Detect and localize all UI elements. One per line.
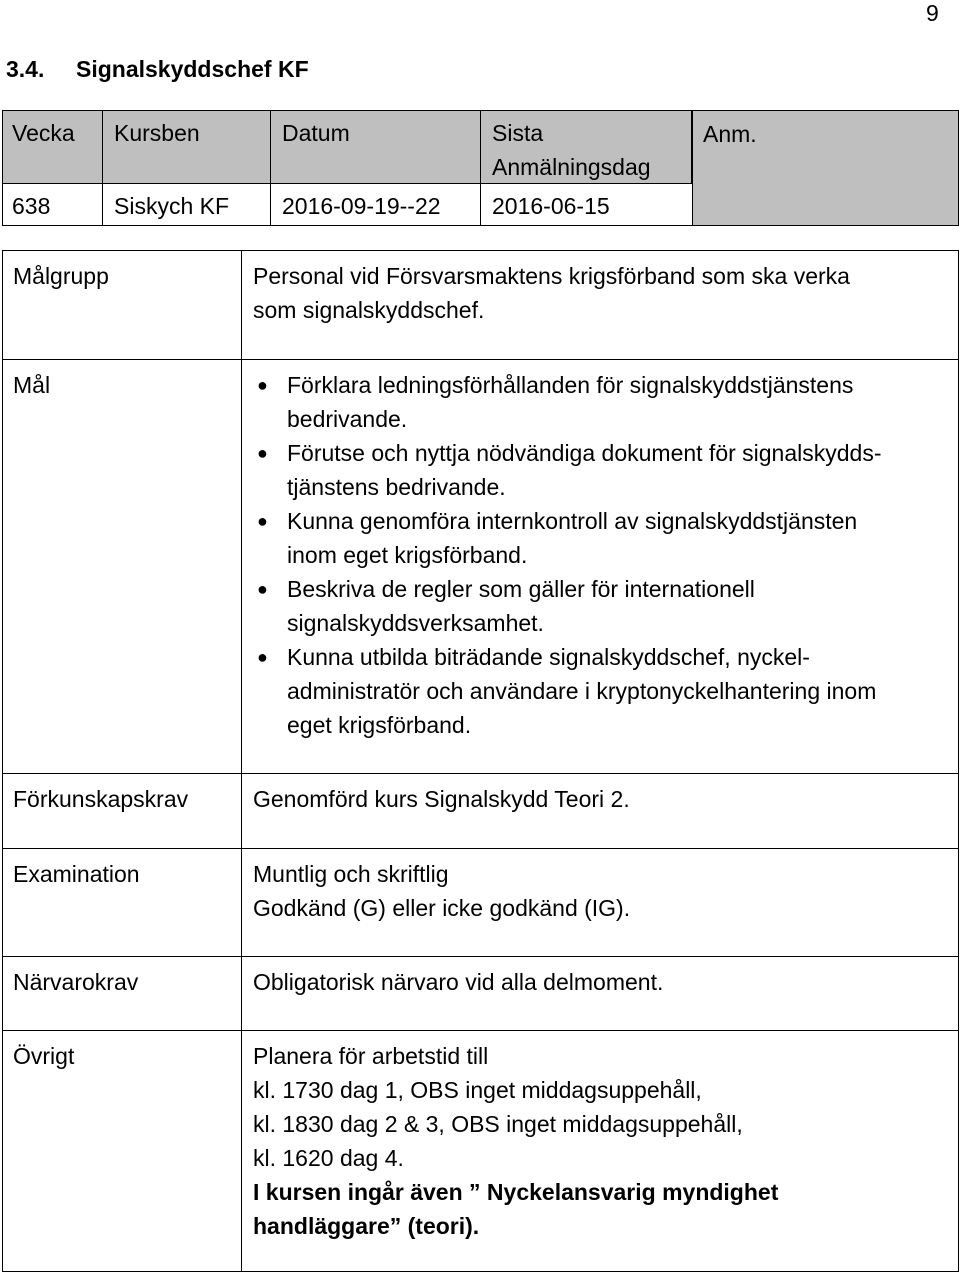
content-forkunskapskrav: Genomförd kurs Signalskydd Teori 2. <box>253 786 630 812</box>
header-vecka: Vecka <box>12 120 75 146</box>
list-item <box>253 504 943 572</box>
ovrigt-bold-line: handläggare” (teori). <box>253 1213 480 1239</box>
cell-kursben: Siskych KF <box>114 193 230 219</box>
list-item <box>253 436 943 504</box>
goal-line: administratör och användare i kryptonyckelhantering inom <box>287 678 877 704</box>
label-narvarokrav: Närvarokrav <box>13 969 139 995</box>
goal-line: tjänstens bedrivande. <box>287 474 506 500</box>
goals-list <box>253 368 943 742</box>
goal-line: Förutse och nyttja nödvändiga dokument för signalskydds- <box>287 440 882 466</box>
label-malgrupp: Målgrupp <box>13 263 109 289</box>
col-divider <box>270 110 271 226</box>
bullet-circle-icon: ● <box>257 511 268 531</box>
section-number: 3.4. <box>6 56 45 82</box>
bullet-circle-icon: ● <box>257 375 268 395</box>
list-item <box>253 572 943 640</box>
content-examination <box>253 857 943 925</box>
header-kursben: Kursben <box>114 120 200 146</box>
content-malgrupp <box>253 259 943 327</box>
section-heading <box>6 52 309 86</box>
content-ovrigt <box>253 1039 943 1243</box>
goal-line: Beskriva de regler som gäller för internationell <box>287 576 755 602</box>
row-forkunskapskrav <box>3 773 958 848</box>
header-anm: Anm. <box>692 110 959 226</box>
label-ovrigt: Övrigt <box>13 1043 75 1069</box>
ovrigt-line: kl. 1620 dag 4. <box>253 1145 404 1171</box>
section-title: Signalskyddschef KF <box>76 56 309 82</box>
label-examination: Examination <box>13 861 140 887</box>
course-details-table <box>2 250 959 1272</box>
ovrigt-bold-line: I kursen ingår även ” Nyckelansvarig myndighet <box>253 1179 779 1205</box>
cell-vecka: 638 <box>12 193 51 219</box>
ovrigt-line: Planera för arbetstid till <box>253 1043 489 1069</box>
goal-line: inom eget krigsförband. <box>287 542 528 568</box>
content-narvarokrav: Obligatorisk närvaro vid alla delmoment. <box>253 969 664 995</box>
header-sista-anmalningsdag <box>482 110 692 184</box>
goal-line: signalskyddsverksamhet. <box>287 610 544 636</box>
bullet-circle-icon: ● <box>257 443 268 463</box>
cell-datum: 2016-09-19--22 <box>282 193 441 219</box>
col-divider <box>102 110 103 226</box>
goal-line: Kunna genomföra internkontroll av signalskyddstjänsten <box>287 508 858 534</box>
row-mal <box>3 359 958 773</box>
header-sista-line1: Sista <box>492 120 544 146</box>
goal-line: eget krigsförband. <box>287 712 472 738</box>
col-divider <box>480 110 481 226</box>
malgrupp-line: Personal vid Försvarsmaktens krigsförband som ska verka <box>253 263 850 289</box>
row-narvarokrav <box>3 956 958 1030</box>
course-info-table <box>2 110 959 226</box>
label-forkunskapskrav: Förkunskapskrav <box>13 786 189 812</box>
page-number: 9 <box>926 0 939 26</box>
label-mal: Mål <box>13 372 51 398</box>
goal-line: Förklara ledningsförhållanden för signalskyddstjänstens <box>287 372 854 398</box>
row-ovrigt <box>3 1030 958 1271</box>
content-mal <box>253 368 943 742</box>
malgrupp-line: som signalskyddschef. <box>253 297 485 323</box>
list-item <box>253 640 943 742</box>
goal-line: bedrivande. <box>287 406 408 432</box>
cell-sista: 2016-06-15 <box>492 193 610 219</box>
list-item <box>253 368 943 436</box>
ovrigt-line: kl. 1830 dag 2 & 3, OBS inget middagsuppehåll, <box>253 1111 743 1137</box>
examination-line: Godkänd (G) eller icke godkänd (IG). <box>253 895 631 921</box>
header-sista-line2: Anmälningsdag <box>492 154 651 180</box>
goal-line: Kunna utbilda biträdande signalskyddschef, nyckel- <box>287 644 810 670</box>
bullet-circle-icon: ● <box>257 647 268 667</box>
ovrigt-line: kl. 1730 dag 1, OBS inget middagsuppehåll, <box>253 1077 702 1103</box>
row-malgrupp <box>3 251 958 359</box>
header-datum: Datum <box>282 120 350 146</box>
row-examination <box>3 848 958 956</box>
examination-line: Muntlig och skriftlig <box>253 861 449 887</box>
bullet-circle-icon: ● <box>257 579 268 599</box>
